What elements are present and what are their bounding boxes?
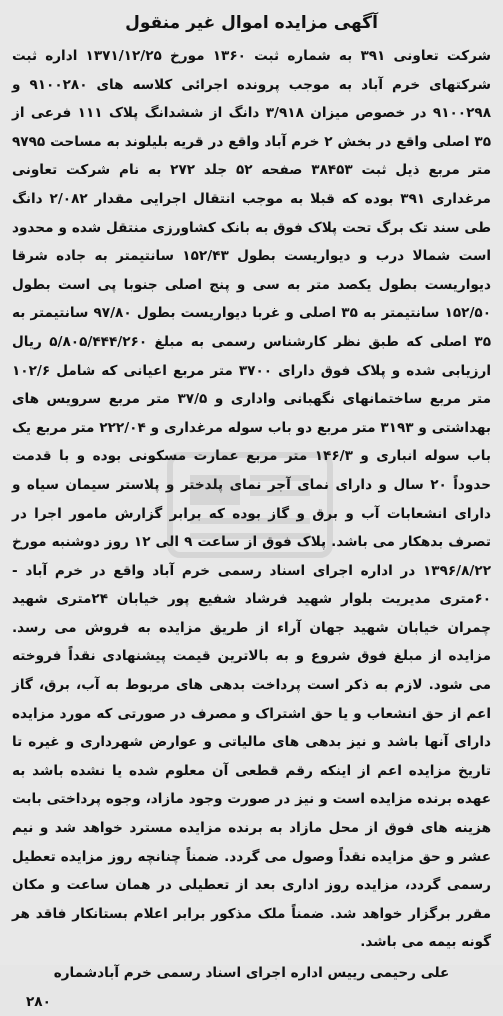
notice-body: شرکت تعاونی ۳۹۱ به شماره ثبت ۱۳۶۰ مورخ ۱۳۷۱/۱۲/۲۵ اداره ثبت شرکتهای خرم آباد به موجب پرونده اجرائی کلاسه های ۹۱۰۰۲۸۰ و ۹۱۰۰۲۹۸ در خصوص میزان ۳/۹۱۸ دانگ از ششدانگ پلاک ۱۱۱ فرعی از ۳۵ اصلی واقع در بخش ۲ خرم آباد واقع در قریه بلیلوند به مساحت ۹۷۹۵ متر مربع ذیل ثبت ۳۸۴۵۳ صفحه ۵۲ جلد ۲۷۲ به نام شرکت تعاونی مرغداری ۳۹۱ بوده که قبلا به موجب انتقال اجرایی مقدار ۲/۰۸۲ دانگ طی سند تک برگ تحت پلاک فوق به بانک کشاورزی منتقل شده و محدود است شمالا درب و دیواریست بطول ۱۵۲/۴۳ سانتیمتر به جاده شرقا دیواریست بطول یکصد متر به سی و پنج اصلی جنوبا پی است بطول ۱۵۲/۵۰ سانتیمتر به ۳۵ اصلی و غربا دیواریست بطول ۹۷/۸۰ سانتیمتر به ۳۵ اصلی که طبق نظر کارشناس رسمی به مبلغ ۵/۸۰۵/۴۴۴/۲۶۰ ریال ارزیابی شده و پلاک فوق دارای ۳۷۰۰ متر مربع اعیانی که شامل ۱۰۲/۶ متر مربع ساختمانهای نگهبانی واداری و ۳۷/۵ متر مربع سرویس های بهداشتی و ۳۱۹۳ متر مربع دو باب سوله مرغداری و ۲۲۲/۰۴ متر مربع یک باب سوله انباری و ۱۴۶/۳ متر مربع عمارت مسکونی بوده و با قدمت حدوداً ۲۰ سال و دارای نمای آجر نمای پلدختر و پلاستر سیمان سیاه و دارای انشعابات آب و برق و گاز بوده که برابر گزارش مامور اجرا در تصرف بدهکار می باشد. پلاک فوق از ساعت ۹ الی ۱۲ روز دوشنبه مورخ ۱۳۹۶/۸/۲۲ در اداره اجرای اسناد رسمی خرم آباد واقع در خرم آباد - ۶۰متری مدیریت بلوار شهید فرشاد شفیع پور خیابان ۲۴متری شهید چمران خیابان شهید جهان آراء از طریق مزایده به فروش می رسد. مزایده از مبلغ فوق شروع و به بالاترین قیمت پیشنهادی نقداً فروخته می شود. لازم به ذکر است پرداخت بدهی های مربوط به آب، برق، گاز اعم از حق انشعاب و یا حق اشتراک و مصرف در صورتی که مورد مزایده دارای آنها باشد و نیز بدهی های مالیاتی و عوارض شهرداری و غیره تا تاریخ مزایده اعم از اینکه رقم قطعی آن معلوم شده یا نشده باشد به عهده برنده مزایده است و نیز در صورت وجود مازاد، وجوه پرداختی بابت هزینه های فوق از محل مازاد به برنده مزایده مسترد خواهد شد و نیم عشر و حق مزایده نقداً وصول می گردد. ضمناً چنانچه روز مزایده تعطیل رسمی گردد، مزایده روز اداری بعد از تعطیلی در همان ساعت و مکان مقرر برگزار خواهد شد. ضمناً ملک مذکور برابر اعلام بستانکار فاقد هر گونه بیمه می باشد. [12,48,492,951]
notice-title: آگهی مزایده اموال غیر منقول [125,13,378,33]
signature-line: علی رحیمی رییس اداره اجرای اسناد رسمی خرم آبادشماره [53,965,450,981]
notice-number: ۲۸۰ [26,993,51,1010]
